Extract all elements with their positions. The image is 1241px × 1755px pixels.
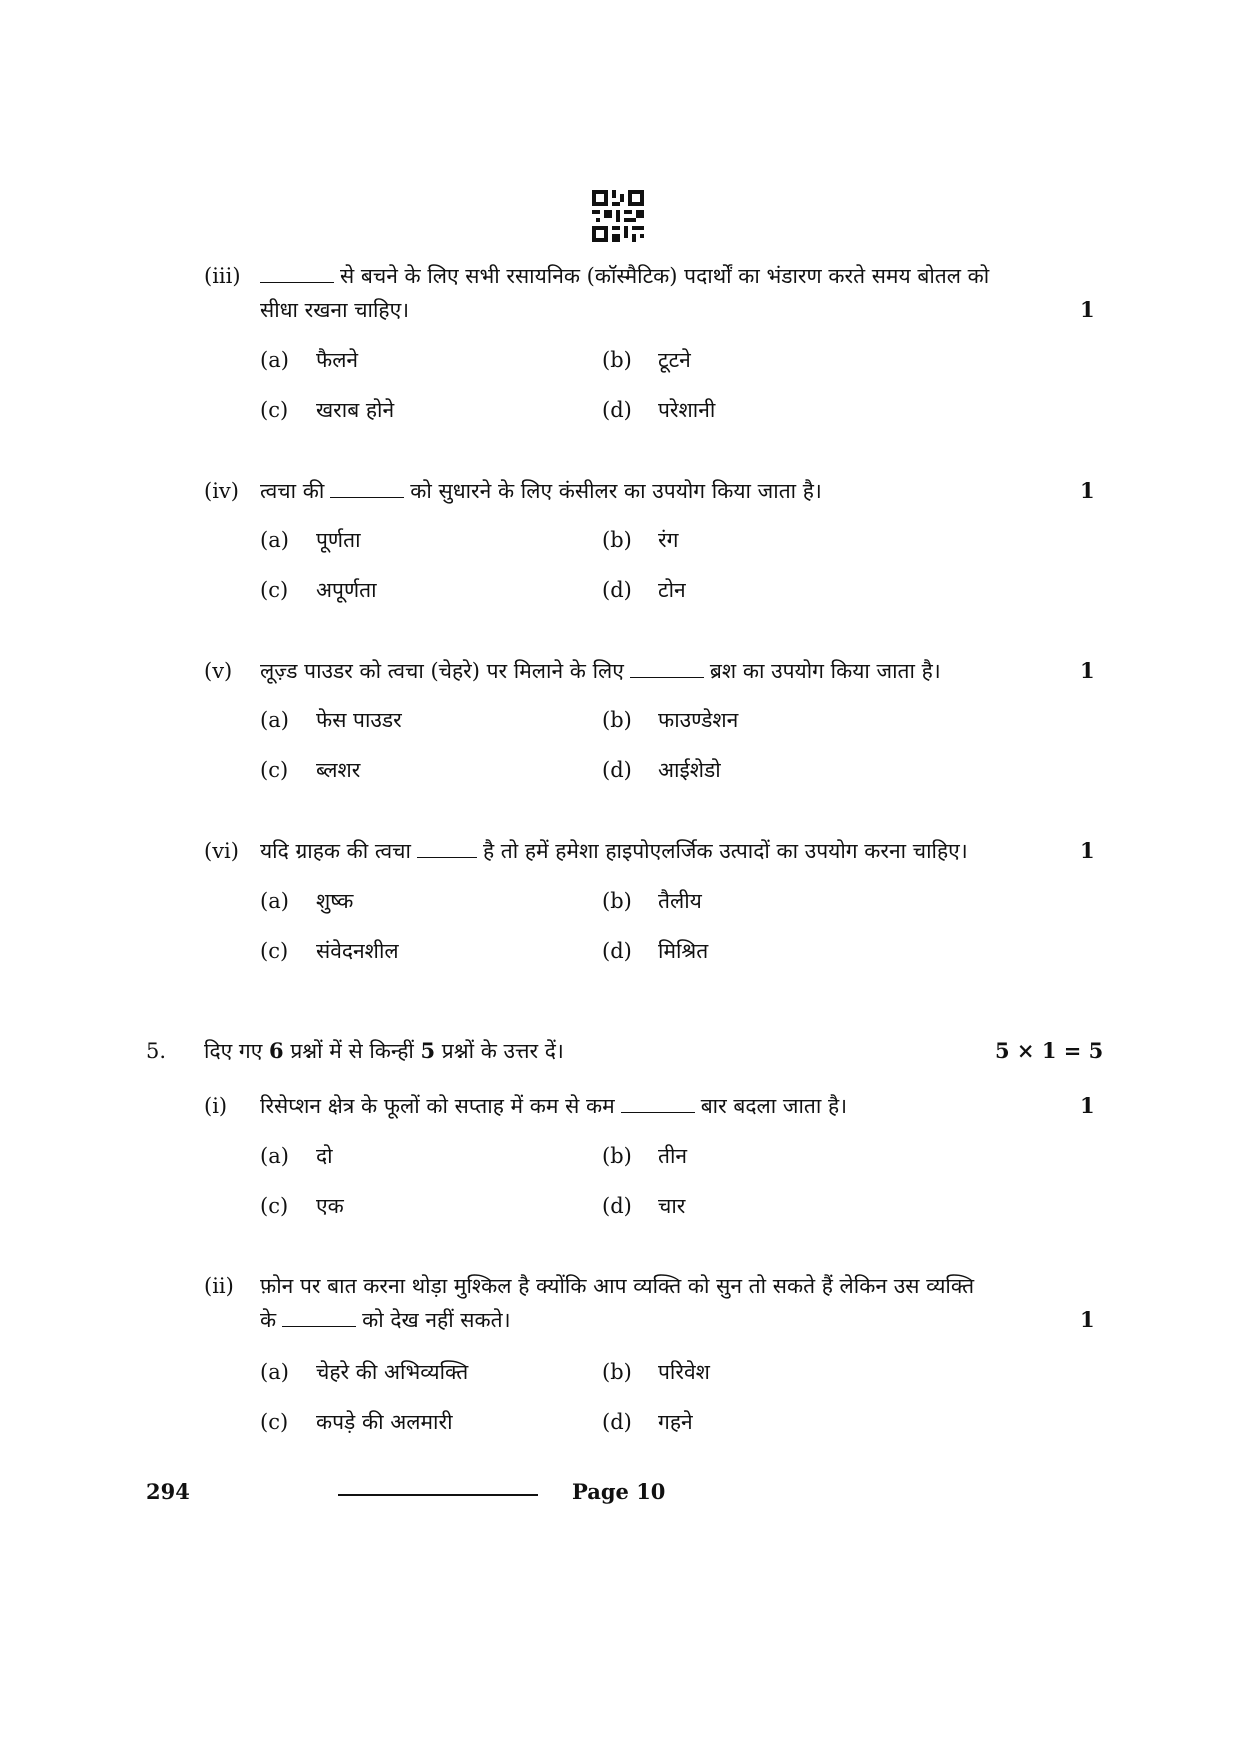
question-text-part: लूज़्ड पाउडर को त्वचा (चेहरे) पर मिलाने के लिए xyxy=(260,659,624,683)
question-label: (vi) xyxy=(204,839,239,863)
option-text: कपड़े की अलमारी xyxy=(316,1410,453,1434)
option-label: (a) xyxy=(260,889,289,913)
option-text: एक xyxy=(316,1194,344,1218)
option-text: परेशानी xyxy=(658,398,716,422)
question-text xyxy=(260,261,989,291)
option-text: तैलीय xyxy=(658,889,702,913)
option-text: फाउण्डेशन xyxy=(658,708,739,732)
option-label: (c) xyxy=(260,1194,289,1218)
option-label: (c) xyxy=(260,578,289,602)
instruction-part: दिए गए xyxy=(204,1039,263,1063)
option-text: गहने xyxy=(658,1410,693,1434)
option-text: संवेदनशील xyxy=(316,939,399,963)
option-label: (a) xyxy=(260,528,289,552)
question-text xyxy=(260,836,968,866)
answer-blank xyxy=(282,1308,356,1327)
instruction-count: 6 xyxy=(269,1038,284,1063)
question-label: (i) xyxy=(204,1094,228,1118)
marks: 1 xyxy=(1080,658,1095,683)
question-text-part: से बचने के लिए सभी रसायनिक (कॉस्मैटिक) पदार्थों का भंडारण करते समय बोतल को xyxy=(340,264,990,288)
marks: 1 xyxy=(1080,1093,1095,1118)
instruction-count: 5 xyxy=(420,1038,436,1063)
option-label: (b) xyxy=(602,1144,632,1168)
option-label: (c) xyxy=(260,398,289,422)
marks: 1 xyxy=(1080,478,1095,503)
question-text-part: को देख नहीं सकते। xyxy=(362,1308,511,1332)
option-label: (d) xyxy=(602,578,632,602)
question-label: (v) xyxy=(204,659,233,683)
option-label: (d) xyxy=(602,758,632,782)
marks: 1 xyxy=(1080,297,1095,322)
question-label: (iv) xyxy=(204,479,239,503)
option-text: चार xyxy=(658,1194,686,1218)
question-label: (ii) xyxy=(204,1274,234,1298)
question-text-part: यदि ग्राहक की त्वचा xyxy=(260,839,411,863)
option-label: (b) xyxy=(602,348,632,372)
section-number: 5. xyxy=(146,1039,167,1063)
option-text: मिश्रित xyxy=(658,939,709,963)
option-label: (a) xyxy=(260,1144,289,1168)
option-text: अपूर्णता xyxy=(316,578,377,602)
instruction-part: प्रश्नों के उत्तर दें। xyxy=(441,1039,564,1063)
question-text-line1: फ़ोन पर बात करना थोड़ा मुश्किल है क्योंकि आप व्यक्ति को सुन तो सकते हैं लेकिन उस व्यक्ति xyxy=(260,1274,975,1298)
answer-blank xyxy=(630,659,704,678)
option-label: (b) xyxy=(602,708,632,732)
option-text: परिवेश xyxy=(658,1360,710,1384)
question-text xyxy=(260,1305,511,1335)
option-text: शुष्क xyxy=(316,889,354,913)
option-text: खराब होने xyxy=(316,398,395,422)
option-text: ब्लशर xyxy=(316,758,361,782)
answer-blank xyxy=(621,1094,695,1113)
page-number: Page 10 xyxy=(572,1479,666,1504)
marks: 1 xyxy=(1080,1307,1095,1332)
option-text: फैलने xyxy=(316,348,359,372)
question-text-part: रिसेप्शन क्षेत्र के फूलों को सप्ताह में कम से कम xyxy=(260,1094,615,1118)
option-text: पूर्णता xyxy=(316,528,361,552)
option-label: (c) xyxy=(260,758,289,782)
question-text-line2: सीधा रखना चाहिए। xyxy=(260,298,410,322)
option-label: (d) xyxy=(602,939,632,963)
option-text: टूटने xyxy=(658,348,691,372)
option-label: (c) xyxy=(260,1410,289,1434)
question-text-part: बार बदला जाता है। xyxy=(700,1094,848,1118)
option-label: (d) xyxy=(602,398,632,422)
answer-blank xyxy=(330,479,404,498)
question-text xyxy=(260,476,822,506)
option-text: चेहरे की अभिव्यक्ति xyxy=(316,1360,469,1384)
option-label: (d) xyxy=(602,1410,632,1434)
option-text: आईशेडो xyxy=(658,758,721,782)
question-label: (iii) xyxy=(204,264,241,288)
option-text: फेस पाउडर xyxy=(316,708,402,732)
option-label: (c) xyxy=(260,939,289,963)
section-instruction xyxy=(204,1036,564,1066)
option-label: (a) xyxy=(260,708,289,732)
question-text xyxy=(260,1091,847,1121)
option-text: दो xyxy=(316,1144,333,1168)
option-label: (b) xyxy=(602,1360,632,1384)
option-label: (a) xyxy=(260,348,289,372)
question-text-part: ब्रश का उपयोग किया जाता है। xyxy=(709,659,941,683)
question-text-part: त्वचा की xyxy=(260,479,325,503)
question-text-part: है तो हमें हमेशा हाइपोएलर्जिक उत्पादों का उपयोग करना चाहिए। xyxy=(482,839,968,863)
instruction-part: प्रश्नों में से किन्हीं xyxy=(290,1039,414,1063)
answer-blank xyxy=(260,264,334,283)
question-text-part: को सुधारने के लिए कंसीलर का उपयोग किया जाता है। xyxy=(410,479,822,503)
option-text: टोन xyxy=(658,578,686,602)
option-label: (a) xyxy=(260,1360,289,1384)
answer-blank xyxy=(417,839,477,858)
option-label: (d) xyxy=(602,1194,632,1218)
footer-rule xyxy=(338,1494,538,1496)
marks: 1 xyxy=(1080,838,1095,863)
option-text: रंग xyxy=(658,528,679,552)
question-text xyxy=(260,656,941,686)
option-label: (b) xyxy=(602,528,632,552)
option-text: तीन xyxy=(658,1144,688,1168)
question-text-part: के xyxy=(260,1308,277,1332)
qr-code-icon xyxy=(592,190,644,242)
paper-code: 294 xyxy=(146,1479,190,1504)
option-label: (b) xyxy=(602,889,632,913)
section-marks: 5 × 1 = 5 xyxy=(995,1038,1104,1063)
